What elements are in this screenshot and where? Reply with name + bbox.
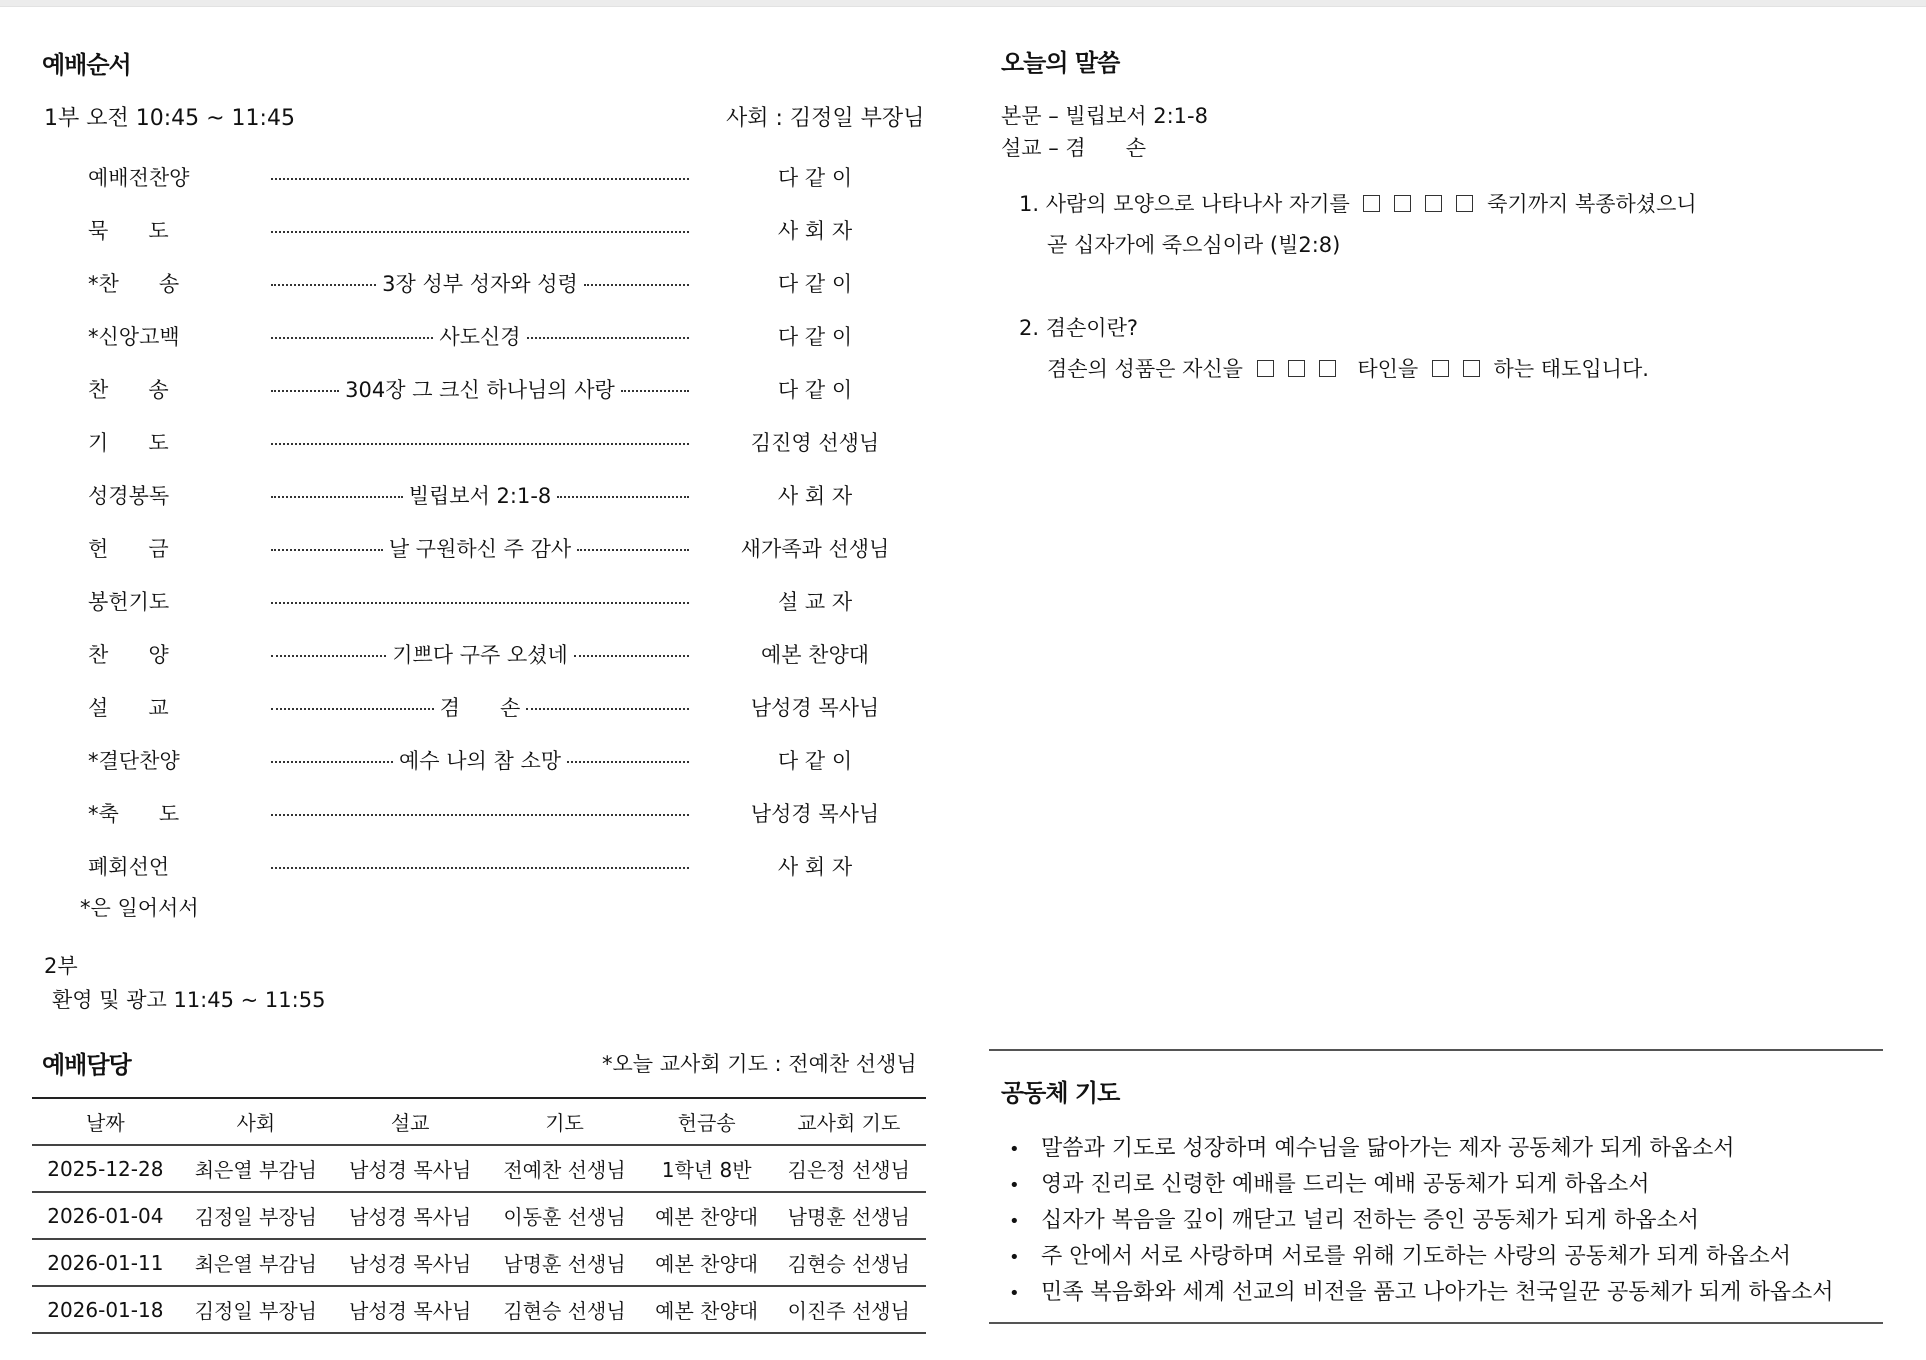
table-cell: 2026-01-04	[47, 1203, 164, 1228]
bullet-icon: •	[1009, 1247, 1020, 1268]
q1-text-b: 죽기까지 복종하셨으니	[1487, 192, 1697, 216]
table-cell: 남성경 목사님	[349, 1158, 472, 1182]
order-item-leader: 다 같 이	[777, 272, 853, 296]
scripture-line: 본문 – 빌립보서 2:1-8	[1001, 104, 1208, 128]
community-prayer-box	[989, 1049, 1883, 1324]
q1-line2: 곧 십자가에 죽으심이라 (빌2:8)	[1047, 233, 1341, 257]
table-cell: 이동훈 선생님	[503, 1205, 626, 1229]
table-cell: 예본 찬양대	[655, 1252, 759, 1276]
order-item-name: *신앙고백	[88, 325, 180, 349]
order-item-name: 묵 도	[88, 219, 169, 243]
order-item-leader-line	[271, 162, 689, 192]
roster-column-header: 설교	[390, 1111, 430, 1135]
order-item-name: 찬 양	[88, 643, 169, 667]
dotted-leader	[271, 602, 689, 604]
order-item-leader-line	[271, 427, 689, 457]
roster-column-header: 날짜	[86, 1111, 125, 1135]
dotted-leader	[584, 284, 689, 286]
order-item-detail: 304장 그 크신 하나님의 사랑	[345, 378, 615, 402]
order-item-leader-line	[271, 480, 689, 510]
order-item-leader: 다 같 이	[777, 166, 853, 190]
order-item-leader: 설 교 자	[777, 590, 853, 614]
q1-number: 1.	[1019, 192, 1040, 216]
dotted-leader	[271, 337, 433, 339]
order-item	[0, 476, 960, 512]
q2-number: 2.	[1019, 316, 1040, 340]
prayer-text: 민족 복음화와 세계 선교의 비전을 품고 나아가는 천국일꾼 공동체가 되게 하옵소서	[1041, 1280, 1834, 1305]
order-item-leader-line	[271, 215, 689, 245]
blank-box	[1463, 360, 1480, 377]
dotted-leader	[527, 337, 689, 339]
blank-box	[1363, 195, 1380, 212]
dotted-leader	[526, 708, 689, 710]
table-cell: 최은열 부감님	[194, 1252, 317, 1276]
dotted-leader	[271, 496, 403, 498]
order-item-leader-line	[271, 639, 689, 669]
list-item	[1009, 1275, 1834, 1311]
table-cell: 김현승 선생님	[787, 1252, 910, 1276]
list-item	[1009, 1131, 1834, 1167]
order-item-detail: 3장 성부 성자와 성령	[382, 272, 578, 296]
order-item-leader: 남성경 목사님	[750, 696, 880, 720]
table-cell: 남성경 목사님	[349, 1252, 472, 1276]
order-item	[0, 741, 960, 777]
order-item-leader: 사 회 자	[777, 219, 853, 243]
sermon-line: 설교 – 겸 손	[1001, 136, 1147, 160]
order-item-leader: 사 회 자	[777, 484, 853, 508]
order-item-leader-line	[271, 745, 689, 775]
order-item-name: 성경봉독	[88, 484, 170, 508]
teacher-prayer-note: *오늘 교사회 기도 : 전예찬 선생님	[602, 1052, 917, 1076]
table-cell: 예본 찬양대	[655, 1299, 759, 1323]
dotted-leader	[271, 549, 383, 551]
order-item-name: 봉헌기도	[88, 590, 170, 614]
order-item-leader-line	[271, 321, 689, 351]
order-item	[0, 635, 960, 671]
question-2	[1019, 312, 1138, 342]
community-title: 공동체 기도	[1001, 1079, 1120, 1107]
order-item-leader: 다 같 이	[777, 749, 853, 773]
table-cell: 2025-12-28	[47, 1156, 164, 1181]
part2-desc: 환영 및 광고 11:45 ~ 11:55	[52, 988, 326, 1012]
order-item-leader-line	[271, 533, 689, 563]
order-item	[0, 211, 960, 247]
dotted-leader	[271, 867, 689, 869]
order-item-leader: 남성경 목사님	[750, 802, 880, 826]
prayer-text: 영과 진리로 신령한 예배를 드리는 예배 공동체가 되게 하옵소서	[1041, 1172, 1650, 1197]
roster-column-header: 교사회 기도	[797, 1111, 901, 1135]
roster-table	[32, 1097, 926, 1334]
order-item-detail: 사도신경	[439, 325, 521, 349]
bullet-icon: •	[1009, 1139, 1020, 1160]
q2-line2	[1047, 353, 1649, 383]
order-item	[0, 317, 960, 353]
roster-title: 예배담당	[42, 1051, 131, 1079]
q2-text-c: 하는 태도입니다.	[1493, 357, 1649, 381]
table-row	[32, 1286, 926, 1333]
table-row	[32, 1239, 926, 1286]
order-item-detail: 기쁘다 구주 오셨네	[392, 643, 568, 667]
order-item	[0, 582, 960, 618]
order-item-detail: 날 구원하신 주 감사	[388, 537, 572, 561]
dotted-leader	[271, 284, 376, 286]
table-cell: 김현승 선생님	[503, 1299, 626, 1323]
bullet-icon: •	[1009, 1283, 1020, 1304]
order-item-detail: 겸 손	[439, 696, 521, 720]
table-cell: 남명훈 선생님	[787, 1205, 910, 1229]
order-item	[0, 529, 960, 565]
order-item-detail: 예수 나의 참 소망	[398, 749, 562, 773]
order-item	[0, 847, 960, 883]
order-title: 예배순서	[42, 51, 131, 79]
table-cell: 남명훈 선생님	[503, 1252, 626, 1276]
roster-column-header: 사회	[236, 1111, 276, 1135]
order-item	[0, 264, 960, 300]
dotted-leader	[621, 390, 689, 392]
dotted-leader	[271, 178, 689, 180]
dotted-leader	[577, 549, 689, 551]
q1-text-a: 사람의 모양으로 나타나사 자기를	[1045, 192, 1350, 216]
order-item-name: 예배전찬양	[88, 166, 190, 190]
part1-time: 1부 오전 10:45 ~ 11:45	[44, 106, 295, 131]
prayer-text: 말씀과 기도로 성장하며 예수님을 닮아가는 제자 공동체가 되게 하옵소서	[1041, 1136, 1735, 1161]
question-1	[1019, 188, 1697, 218]
order-item-name: 설 교	[88, 696, 169, 720]
order-item-name: 찬 송	[88, 378, 169, 402]
order-item-leader-line	[271, 692, 689, 722]
order-item	[0, 688, 960, 724]
order-item-detail: 빌립보서 2:1-8	[408, 484, 552, 508]
bullet-icon: •	[1009, 1211, 1020, 1232]
list-item	[1009, 1203, 1834, 1239]
dotted-leader	[271, 390, 339, 392]
dotted-leader	[574, 655, 689, 657]
order-item-leader-line	[271, 851, 689, 881]
table-row	[32, 1145, 926, 1192]
order-item-leader-line	[271, 374, 689, 404]
table-cell: 2026-01-18	[47, 1297, 164, 1322]
blank-box	[1425, 195, 1442, 212]
order-item-leader-line	[271, 586, 689, 616]
roster-column-header: 헌금송	[677, 1111, 736, 1135]
q2-text: 겸손이란?	[1045, 316, 1139, 340]
order-item-name: 폐회선언	[88, 855, 170, 879]
top-border	[0, 0, 1926, 7]
order-item-name: 헌 금	[88, 537, 169, 561]
order-item	[0, 158, 960, 194]
table-cell: 최은열 부감님	[194, 1158, 317, 1182]
q2-text-a: 겸손의 성품은 자신을	[1047, 357, 1243, 381]
order-item	[0, 423, 960, 459]
order-item	[0, 794, 960, 830]
presider: 사회 : 김정일 부장님	[726, 106, 925, 131]
order-item-name: 기 도	[88, 431, 169, 455]
word-title: 오늘의 말씀	[1001, 49, 1120, 77]
table-cell: 김정일 부장님	[194, 1205, 317, 1229]
blank-box	[1288, 360, 1305, 377]
q2-text-b: 타인을	[1357, 357, 1419, 381]
order-item-name: *찬 송	[88, 272, 180, 296]
order-item-leader: 예본 찬양대	[760, 643, 870, 667]
order-item-leader: 김진영 선생님	[750, 431, 880, 455]
roster-header-row	[32, 1098, 926, 1145]
order-item-leader-line	[271, 798, 689, 828]
dotted-leader	[271, 814, 689, 816]
table-cell: 김은정 선생님	[787, 1158, 910, 1182]
table-cell: 남성경 목사님	[349, 1205, 472, 1229]
dotted-leader	[271, 761, 393, 763]
dotted-leader	[567, 761, 689, 763]
prayer-text: 주 안에서 서로 사랑하며 서로를 위해 기도하는 사랑의 공동체가 되게 하옵소서	[1041, 1244, 1791, 1269]
dotted-leader	[271, 231, 689, 233]
dotted-leader	[557, 496, 689, 498]
order-item-leader: 새가족과 선생님	[740, 537, 890, 561]
order-item-name: *축 도	[88, 802, 180, 826]
roster-column-header: 기도	[545, 1111, 584, 1135]
list-item	[1009, 1167, 1834, 1203]
table-row	[32, 1192, 926, 1239]
blank-box	[1257, 360, 1274, 377]
community-prayer-list	[1009, 1131, 1834, 1311]
table-cell: 남성경 목사님	[349, 1299, 472, 1323]
list-item	[1009, 1239, 1834, 1275]
order-item-leader: 다 같 이	[777, 325, 853, 349]
table-cell: 김정일 부장님	[194, 1299, 317, 1323]
dotted-leader	[271, 708, 434, 710]
order-item-leader-line	[271, 268, 689, 298]
table-cell: 전예찬 선생님	[503, 1158, 626, 1182]
blank-box	[1394, 195, 1411, 212]
table-cell: 이진주 선생님	[787, 1299, 910, 1323]
part2-label: 2부	[44, 954, 78, 978]
blank-box	[1432, 360, 1449, 377]
table-cell: 예본 찬양대	[655, 1205, 759, 1229]
bullet-icon: •	[1009, 1175, 1020, 1196]
order-item-leader: 다 같 이	[777, 378, 853, 402]
dotted-leader	[271, 655, 386, 657]
table-cell: 1학년 8반	[661, 1158, 752, 1182]
order-item	[0, 370, 960, 406]
order-item-leader: 사 회 자	[777, 855, 853, 879]
dotted-leader	[271, 443, 689, 445]
order-item-name: *결단찬양	[88, 749, 180, 773]
blank-box	[1456, 195, 1473, 212]
standing-note: *은 일어서서	[80, 896, 199, 920]
blank-box	[1319, 360, 1336, 377]
table-cell: 2026-01-11	[47, 1250, 164, 1275]
prayer-text: 십자가 복음을 깊이 깨닫고 널리 전하는 증인 공동체가 되게 하옵소서	[1041, 1208, 1699, 1233]
